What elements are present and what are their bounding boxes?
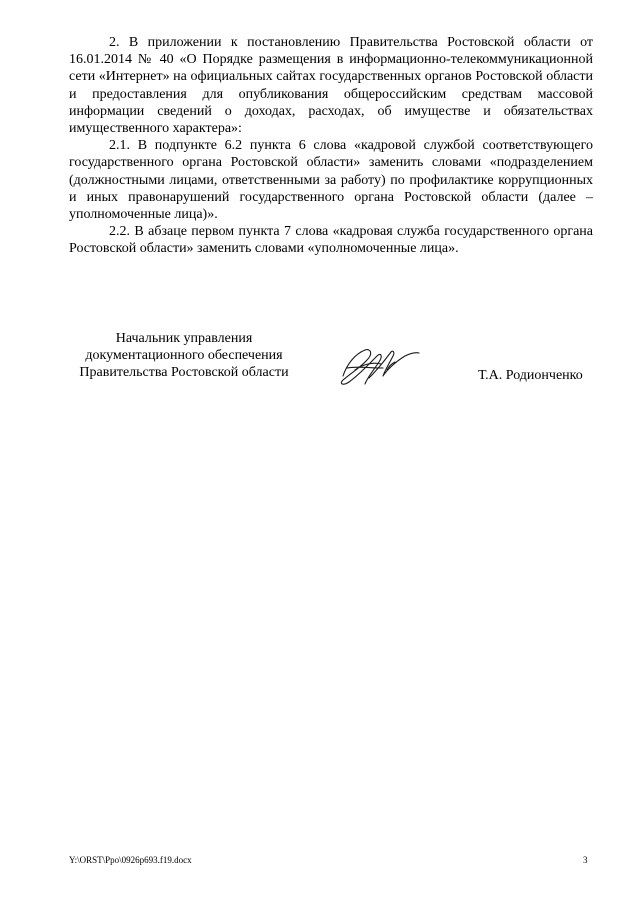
signer-title-line-3: Правительства Ростовской области	[79, 365, 289, 381]
signer-name: Т.А. Родионченко	[478, 368, 583, 383]
signer-title-line-2: документационного обеспечения	[85, 348, 283, 364]
signer-title	[69, 330, 299, 382]
signer-title-line-1: Начальник управления	[115, 331, 253, 346]
handwritten-signature	[325, 340, 435, 390]
paragraph-2-1: 2.1. В подпункте 6.2 пункта 6 слова «кадровой службой соответствующего государственного органа Ростовской области» заменить словами «подразделением (должностными лицами, ответственными за работу) по профилактике коррупционных и иных правонарушений государственного органа Ростовской области (далее – уполномоченные лица)».	[69, 138, 593, 223]
page-number: 3	[583, 855, 588, 865]
footer-file-path: Y:\ORST\Ppo\0926p693.f19.docx	[69, 855, 192, 865]
paragraph-2-2: 2.2. В абзаце первом пункта 7 слова «кадровая служба государственного органа Ростовской области» заменить словами «уполномоченные лица».	[69, 224, 593, 257]
paragraph-2: 2. В приложении к постановлению Правительства Ростовской области от 16.01.2014 № 40 «О Порядке размещения в информационно-телекоммуникационной сети «Интернет» на официальных сайтах государственных органов Ростовской области и предоставления для опубликования общероссийским средствам массовой информации сведений о доходах, расходах, об имуществе и обязательствах имущественного характера»:	[69, 35, 593, 137]
